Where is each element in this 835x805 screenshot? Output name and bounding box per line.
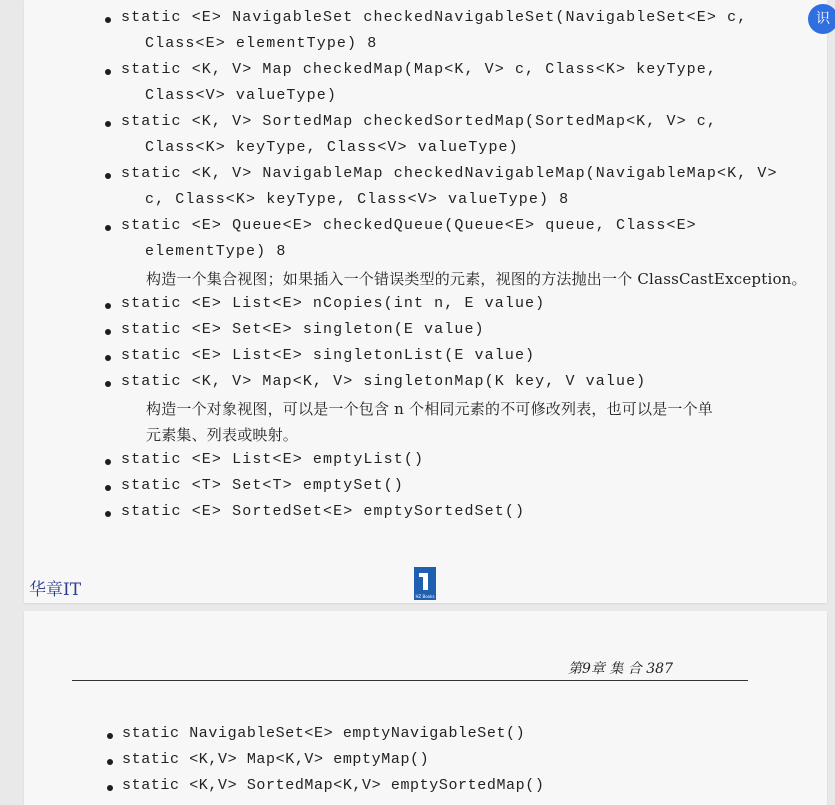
bullet-icon — [105, 459, 111, 465]
method-line: static <E> NavigableSet checkedNavigableSet(NavigableSet<E> c, — [121, 9, 748, 26]
bullet-icon — [105, 303, 111, 309]
method-line: Class<V> valueType) — [145, 87, 337, 104]
method-line: static <E> List<E> emptyList() — [121, 451, 425, 468]
bullet-icon — [105, 173, 111, 179]
bullet-icon — [105, 381, 111, 387]
bullet-icon — [105, 225, 111, 231]
chapter-header: 第9章 集 合 387 — [568, 661, 673, 677]
method-line: static <K, V> NavigableMap checkedNavigableMap(NavigableMap<K, V> — [121, 165, 778, 182]
method-line: static <T> Set<T> emptySet() — [121, 477, 404, 494]
bullet-icon — [107, 759, 113, 765]
method-line: static <K, V> SortedMap checkedSortedMap(SortedMap<K, V> c, — [121, 113, 717, 130]
method-line: static <K, V> Map<K, V> singletonMap(K key, V value) — [121, 373, 647, 390]
bullet-icon — [105, 69, 111, 75]
bullet-icon — [105, 121, 111, 127]
method-line: static <E> List<E> nCopies(int n, E value) — [121, 295, 546, 312]
description-text: 构造一个集合视图；如果插入一个错误类型的元素，视图的方法抛出一个 ClassCastException。 — [146, 270, 807, 288]
method-line: Class<E> elementType) 8 — [145, 35, 378, 52]
bullet-icon — [105, 17, 111, 23]
method-line: static <E> SortedSet<E> emptySortedSet() — [121, 503, 526, 520]
bullet-icon — [105, 485, 111, 491]
method-line: elementType) 8 — [145, 243, 287, 260]
translate-icon[interactable]: 识 — [808, 4, 835, 34]
bullet-icon — [105, 511, 111, 517]
book-logo-text: HZ Books — [415, 594, 435, 599]
bullet-icon — [107, 733, 113, 739]
description-text: 构造一个对象视图，可以是一个包含 n 个相同元素的不可修改列表，也可以是一个单 — [146, 400, 714, 418]
method-line: static <K,V> SortedMap<K,V> emptySortedMap() — [122, 777, 545, 794]
bullet-icon — [105, 329, 111, 335]
method-line: static <E> Set<E> singleton(E value) — [121, 321, 485, 338]
method-line: static <E> Queue<E> checkedQueue(Queue<E> queue, Class<E> — [121, 217, 697, 234]
method-line: static <K,V> Map<K,V> emptyMap() — [122, 751, 430, 768]
bottom-page — [24, 611, 827, 805]
method-line: Class<K> keyType, Class<V> valueType) — [145, 139, 519, 156]
book-logo-icon — [414, 567, 436, 600]
description-text: 元素集、列表或映射。 — [146, 426, 299, 444]
bullet-icon — [107, 785, 113, 791]
bullet-icon — [105, 355, 111, 361]
method-line: static <E> List<E> singletonList(E value) — [121, 347, 536, 364]
method-line: c, Class<K> keyType, Class<V> valueType) 8 — [145, 191, 570, 208]
header-rule — [72, 680, 748, 681]
method-line: static <K, V> Map checkedMap(Map<K, V> c, Class<K> keyType, — [121, 61, 717, 78]
method-line: static NavigableSet<E> emptyNavigableSet() — [122, 725, 526, 742]
publisher-watermark: 华章IT — [29, 580, 82, 600]
